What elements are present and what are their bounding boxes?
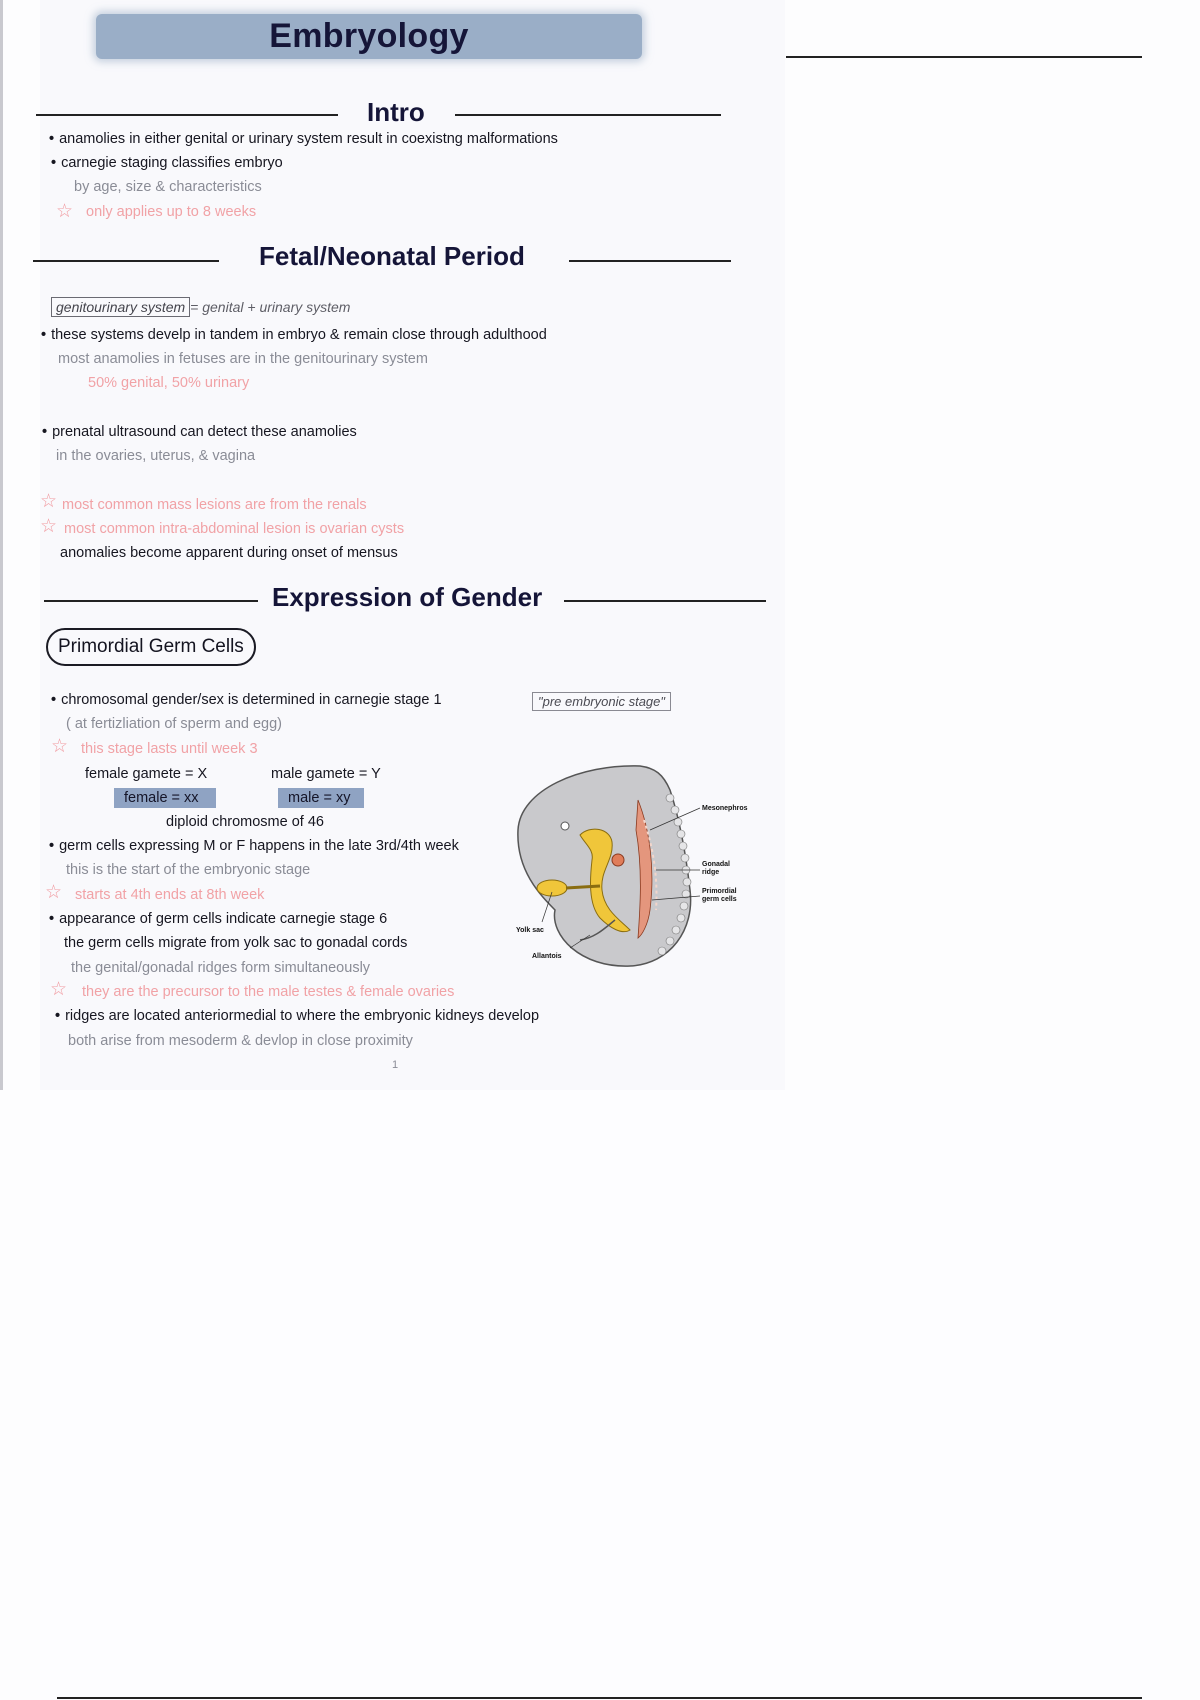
label-germ-cells: germ cells	[702, 896, 737, 903]
fetal-line-2: most anamolies in fetuses are in the genitourinary system	[58, 351, 428, 367]
female-genotype: female = xx	[114, 788, 216, 808]
heart	[612, 854, 624, 866]
gender-line-8: diploid chromosme of 46	[166, 814, 324, 830]
star-icon: ☆	[51, 736, 69, 757]
label-primordial: Primordial	[702, 888, 737, 895]
bottom-rule	[57, 1697, 1142, 1699]
intro-rule-right	[455, 114, 721, 116]
gender-line-9: • germ cells expressing M or F happens in the late 3rd/4th week	[49, 838, 459, 854]
fetal-definition	[51, 299, 350, 316]
gender-line-13: the germ cells migrate from yolk sac to gonadal cords	[64, 935, 408, 951]
gender-line-12: • appearance of germ cells indicate carnegie stage 6	[49, 911, 387, 927]
gender-rule-right	[564, 600, 766, 602]
male-genotype: male = xy	[278, 788, 364, 808]
fetal-line-1: • these systems develp in tandem in embryo & remain close through adulthood	[41, 327, 547, 343]
fetal-line-3: 50% genital, 50% urinary	[88, 375, 250, 391]
next-page-area	[40, 1090, 1160, 1700]
gender-line-11: starts at 4th ends at 8th week	[75, 887, 265, 903]
star-icon: ☆	[56, 201, 74, 222]
star-icon: ☆	[50, 979, 68, 1000]
label-mesonephros: Mesonephros	[702, 805, 748, 812]
eye	[561, 822, 569, 830]
fetal-line-5: in the ovaries, uterus, & vagina	[56, 448, 256, 464]
gender-rule-left	[44, 600, 258, 602]
star-icon: ☆	[40, 516, 58, 537]
label-gonadal: Gonadal	[702, 861, 731, 868]
gender-line-17: both arise from mesoderm & devlop in close proximity	[68, 1033, 413, 1049]
gender-line-10: this is the start of the embryonic stage	[66, 862, 311, 878]
gender-line-14: the genital/gonadal ridges form simultaneously	[71, 960, 371, 976]
embryo-figure-svg	[510, 760, 772, 974]
page-number: 1	[392, 1059, 399, 1071]
left-edge-rule	[0, 0, 3, 1090]
fetal-heading: Fetal/Neonatal Period	[259, 241, 525, 271]
yolk-sac	[537, 880, 567, 896]
definition-text: = genital + urinary system	[190, 299, 351, 315]
intro-rule-left	[36, 114, 338, 116]
fetal-line-4: • prenatal ultrasound can detect these anamolies	[42, 424, 357, 440]
intro-line-3: by age, size & characteristics	[74, 179, 262, 195]
fetal-line-7: most common intra-abdominal lesion is ovarian cysts	[64, 521, 405, 537]
yolk-stalk	[566, 886, 600, 888]
label-yolk-sac: Yolk sac	[516, 927, 544, 934]
primordial-germ-cells-label: Primordial Germ Cells	[46, 628, 256, 666]
intro-heading: Intro	[367, 97, 425, 127]
title-banner	[96, 14, 642, 59]
embryo-illustration	[510, 760, 772, 974]
star-icon: ☆	[45, 882, 63, 903]
gender-line-2: ( at fertizliation of sperm and egg)	[66, 716, 282, 732]
fetal-rule-left	[33, 260, 219, 262]
fetal-line-8: anomalies become apparent during onset of mensus	[60, 545, 398, 561]
intro-line-1: • anamolies in either genital or urinary system result in coexistng malformations	[49, 131, 558, 147]
gender-line-16: • ridges are located anteriormedial to where the embryonic kidneys develop	[55, 1008, 539, 1024]
female-gamete: female gamete = X	[85, 766, 208, 782]
label-allantois: Allantois	[532, 953, 562, 960]
top-right-rule	[786, 56, 1142, 58]
label-ridge: ridge	[702, 869, 720, 876]
fetal-line-6: most common mass lesions are from the renals	[62, 497, 367, 513]
boxed-term: genitourinary system	[51, 297, 190, 317]
gender-line-15: they are the precursor to the male testes & female ovaries	[82, 984, 455, 1000]
male-gamete: male gamete = Y	[271, 766, 381, 782]
gender-line-3: this stage lasts until week 3	[81, 741, 258, 757]
star-icon: ☆	[40, 491, 58, 512]
gender-line-1: • chromosomal gender/sex is determined in carnegie stage 1	[51, 692, 442, 708]
fetal-rule-right	[569, 260, 731, 262]
gender-heading: Expression of Gender	[272, 582, 543, 612]
page-title: Embryology	[269, 17, 469, 55]
intro-line-2: • carnegie staging classifies embryo	[51, 155, 283, 171]
intro-line-4: only applies up to 8 weeks	[86, 204, 257, 220]
pre-embryonic-note: "pre embryonic stage"	[532, 692, 671, 711]
